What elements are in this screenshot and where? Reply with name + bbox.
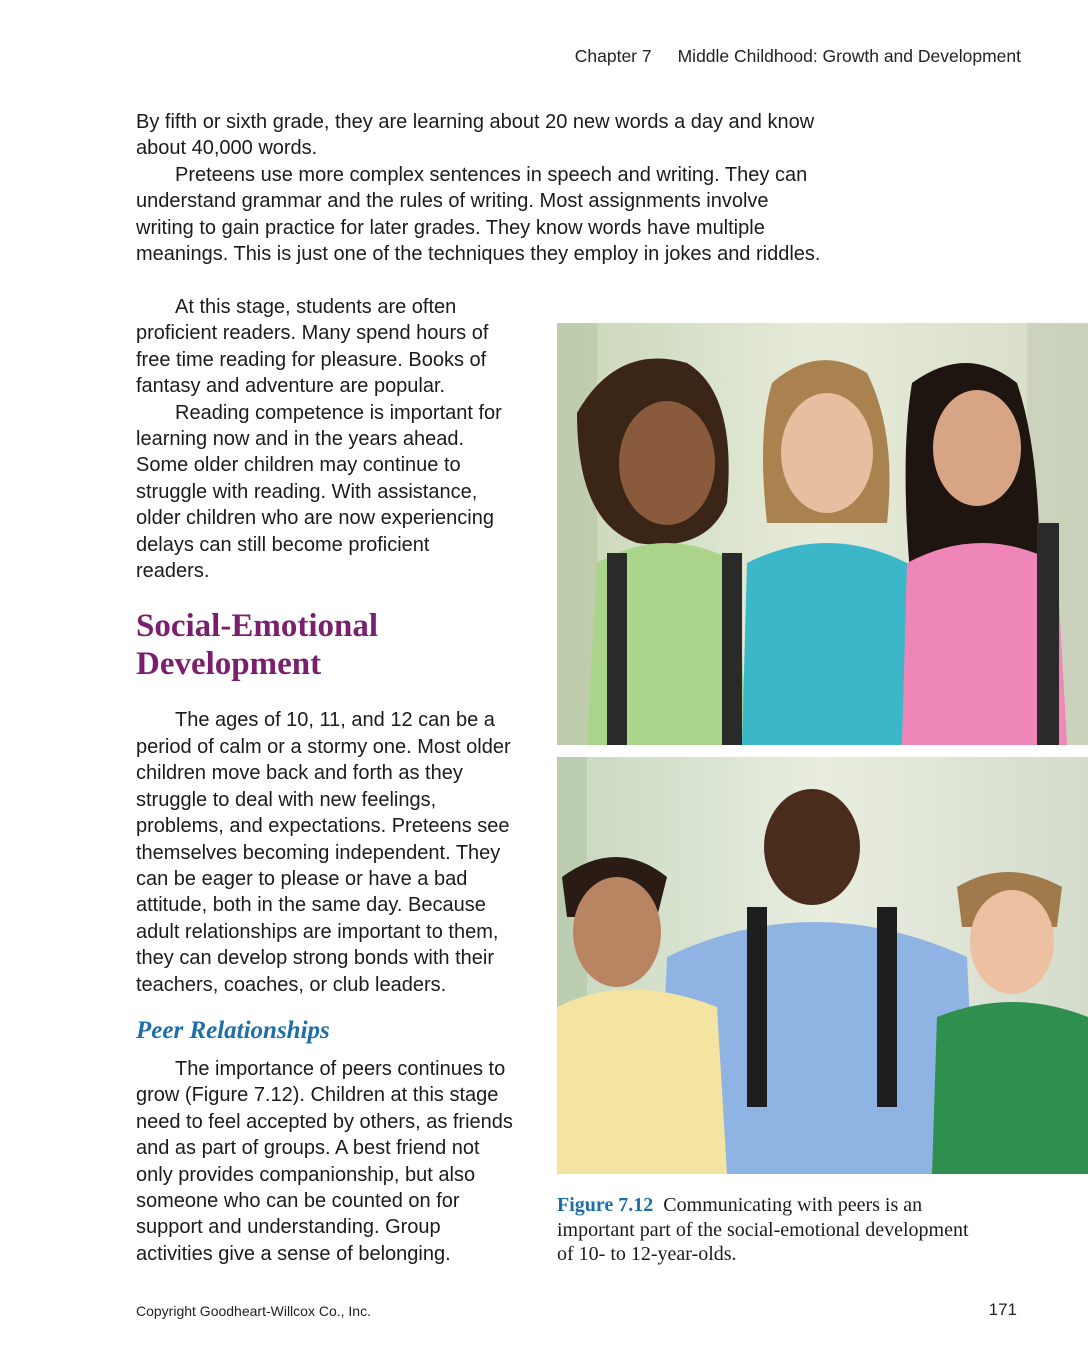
photo-three-girls — [557, 323, 1088, 745]
figure-caption-text: Communicating with peers is an important part of the social-emotional development of 10- to 12-year-olds. — [557, 1194, 969, 1265]
figure-caption — [557, 1193, 977, 1267]
main-column — [136, 294, 536, 1267]
figure-label: Figure 7.12 — [557, 1194, 654, 1216]
reading-paragraph-1: At this stage, students are often proficient readers. Many spend hours of free time reading for pleasure. Books of fantasy and adventure are popular. — [136, 296, 489, 398]
intro-paragraph-2: Preteens use more complex sentences in speech and writing. They can understand grammar and the rules of writing. Most assignments involve writing to gain practice for later grades. They know words have multiple meanings. This is just one of the techniques they employ in jokes and riddles. — [136, 163, 821, 266]
intro-paragraph-1: By fifth or sixth grade, they are learning about 20 new words a day and know about 40,000 words. — [136, 111, 815, 160]
peer-relationships-paragraph: The importance of peers continues to grow (Figure 7.12). Children at this stage need to feel accepted by others, as friends and as part of groups. A best friend not only provides companionship, but also someone who can be counted on for support and understanding. Group activities give a sense of belonging. — [136, 1057, 513, 1265]
copyright: Copyright Goodheart-Willcox Co., Inc. — [136, 1303, 371, 1319]
page-number: 171 — [988, 1300, 1017, 1319]
reading-paragraph-2: Reading competence is important for learning now and in the years ahead. Some older children may continue to struggle with reading. With assistance, older children who are now experiencing delays can still become proficient readers. — [136, 401, 502, 583]
chapter-title: Middle Childhood: Growth and Development — [677, 46, 1021, 66]
subheading-peer-relationships: Peer Relationships — [136, 1016, 330, 1044]
chapter-label: Chapter 7 — [574, 46, 652, 66]
section-heading-social-emotional: Social-Emotional Development — [136, 608, 379, 683]
photo-three-boys — [557, 757, 1088, 1174]
running-head — [575, 46, 1021, 67]
intro-text — [136, 109, 826, 267]
social-emotional-paragraph: The ages of 10, 11, and 12 can be a period of calm or a stormy one. Most older children move back and forth as they struggle to deal with new feelings, problems, and expectations. Preteens see themselves becoming independent. They can be eager to please or have a bad attitude, both in the same day. Because adult relationships are important to them, they can develop strong bonds with their teachers, coaches, or club leaders. — [136, 709, 511, 996]
